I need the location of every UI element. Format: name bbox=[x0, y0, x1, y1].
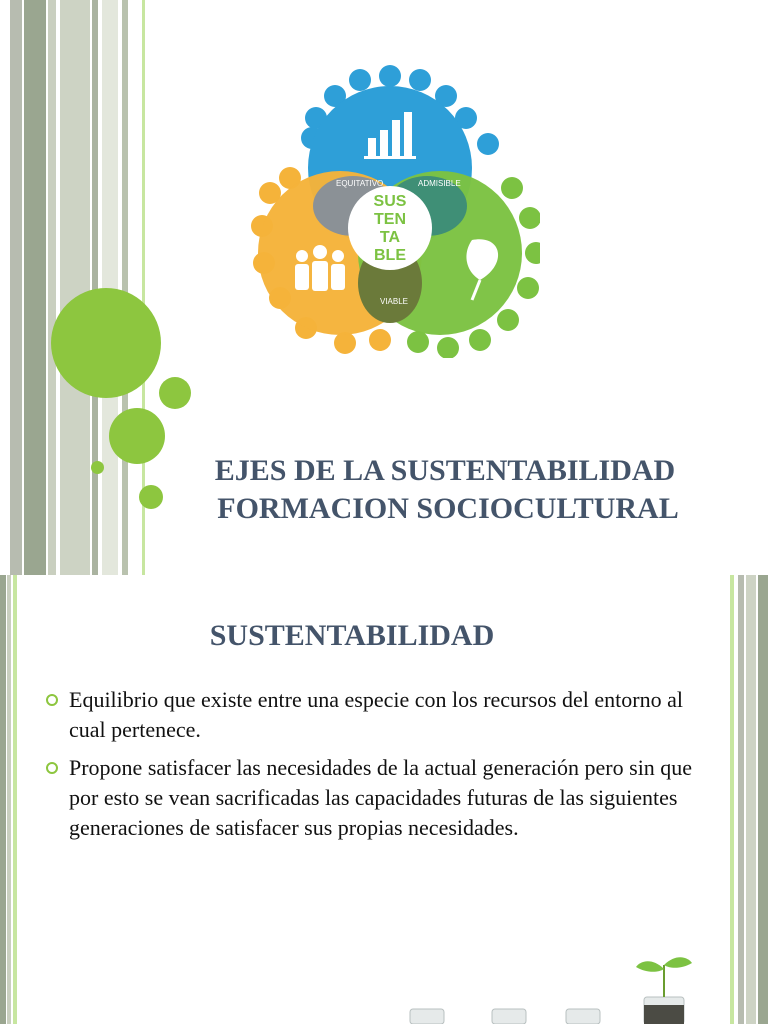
deco-circle-large bbox=[51, 288, 161, 398]
label-viable: VIABLE bbox=[380, 297, 409, 306]
deco-circle-tiny bbox=[91, 461, 104, 474]
people-icon bbox=[295, 245, 345, 291]
deco-circle-small-1 bbox=[159, 377, 191, 409]
label-admisible: ADMISIBLE bbox=[418, 179, 461, 188]
bullet-list bbox=[44, 685, 694, 851]
center-text-line1: SUS bbox=[373, 193, 407, 210]
slide-2 bbox=[0, 575, 768, 1024]
slide-1-title-line-2: FORMACION SOCIOCULTURAL bbox=[217, 492, 679, 525]
center-text-line4: BLE bbox=[374, 247, 406, 264]
bullet-circle-icon bbox=[46, 694, 58, 706]
center-text-line3: TA bbox=[379, 229, 401, 246]
jars-plant-image bbox=[400, 935, 730, 1024]
decorative-stripes-right bbox=[730, 575, 768, 1024]
bullet-text: Equilibrio que existe entre una especie con los recursos del entorno al cual pertenece. bbox=[69, 687, 683, 742]
sustainability-diagram bbox=[240, 58, 540, 358]
bullet-circle-icon bbox=[46, 762, 58, 774]
slide-2-title: SUSTENTABILIDAD bbox=[209, 619, 495, 652]
center-text-line2: TEN bbox=[374, 211, 406, 228]
decorative-stripes bbox=[0, 0, 150, 575]
bullet-text: Propone satisfacer las necesidades de la actual generación pero sin que por esto se vean sacrificadas las capacidades futuras de las siguientes generaciones de satisfacer sus propias necesidades. bbox=[69, 755, 693, 840]
bullet-item bbox=[44, 685, 694, 745]
slide-1-title-line-1: EJES DE LA SUSTENTABILIDAD bbox=[214, 454, 676, 487]
bullet-item bbox=[44, 753, 694, 843]
label-equitativo: EQUITATIVO bbox=[336, 179, 384, 188]
